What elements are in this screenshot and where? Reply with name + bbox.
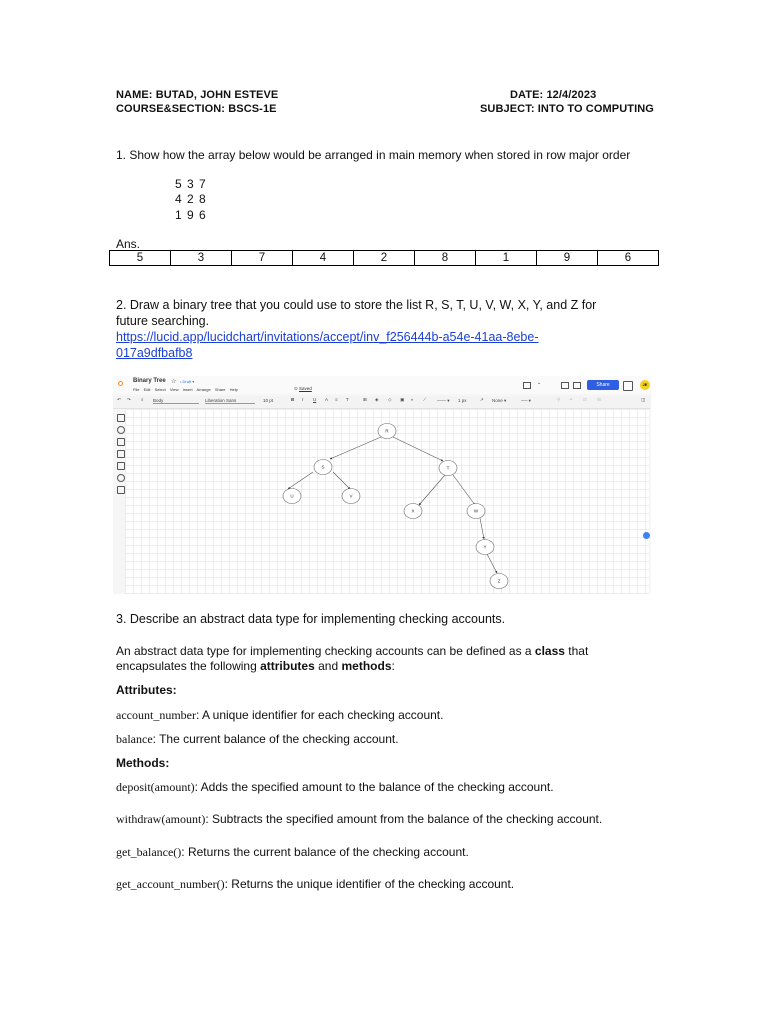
course-section: COURSE&SECTION: BSCS-1E [116,103,277,115]
edge-s-u [288,472,313,489]
font-value: Liberation Sans [205,398,237,403]
answer-label: Ans. [116,237,141,251]
menu-view[interactable]: View [169,387,179,392]
node-label: S [321,464,325,470]
node-label: Z [497,578,501,584]
saved-status: ⊙ Saved [294,386,312,391]
shape-options-icon[interactable]: ⊞ [363,397,367,402]
method-name: get_account_number() [116,877,225,891]
video-icon[interactable] [573,382,581,389]
method-desc: : Subtracts the specified amount from the balance of the checking account. [205,812,603,826]
methods-heading: Methods: [116,756,170,770]
method-item [116,812,602,827]
edge-y-z [487,554,497,573]
menu-help[interactable]: Help [229,387,238,392]
share-button-label: Share [596,382,610,388]
lucidchart-link[interactable]: https://lucid.app/lucidchart/invitations/accept/inv_f256444b-a54e-41aa-8ebe- [116,330,539,344]
line-width-select[interactable] [458,398,467,403]
method-desc: : Returns the unique identifier of the checking account. [224,877,515,891]
integrations-icon[interactable] [117,474,125,482]
star-icon[interactable]: ☆ [171,379,177,385]
fill-color-icon[interactable]: ◈ [375,397,379,402]
font-size-value: 10 pt [263,398,274,403]
extras-icon[interactable]: ⊡ [583,397,587,402]
waypoint-icon[interactable]: ⟋ [423,397,427,402]
help-bubble-icon[interactable] [643,532,650,539]
binary-tree-diagram [125,409,649,594]
array-cell: 2 [354,251,415,266]
tree-edges [288,437,497,573]
node-label: T [446,465,450,471]
underline-icon[interactable]: U [313,397,317,402]
attribute-desc: : The current balance of the checking account. [152,732,399,746]
arrow-value: None [492,398,503,403]
lucid-toolbar [113,396,651,409]
style-select[interactable] [153,398,199,404]
method-name: deposit(amount) [116,780,195,794]
style-value: Body [153,398,164,403]
node-label: R [385,428,389,434]
intro-bold-class: class [534,644,565,658]
lucidchart-screenshot [113,376,651,594]
answer-array-table [109,250,659,266]
edge-t-w [453,475,475,505]
draft-status[interactable]: • Draft ▾ [180,379,195,384]
align-icon[interactable]: ≡ [335,397,338,402]
extensions-icon[interactable] [117,486,125,494]
intro-text: that [564,644,589,658]
comment-icon[interactable] [523,382,531,389]
node-label: X [411,508,415,514]
array-cell: 1 [476,251,537,266]
diagram-canvas[interactable] [125,409,649,594]
arrow-end-select[interactable]: ── ▾ [521,398,531,403]
intro-text: : [391,659,395,673]
intro-text: An abstract data type for implementing checking accounts can be defined as a [116,644,535,658]
tree-nodes [283,424,508,589]
share-button[interactable] [587,380,619,390]
adt-intro-line-1 [116,644,588,658]
array-cell: 4 [293,251,354,266]
array-cell: 5 [110,251,171,266]
font-select[interactable] [205,398,255,404]
shapes-icon[interactable] [117,414,125,422]
matrix-row-3: 1 9 6 [175,208,207,222]
format-painter-icon[interactable]: ⌕ [141,397,144,402]
lock-icon[interactable]: ⚲ [557,397,561,402]
redo-icon[interactable]: ↷ [127,397,131,402]
text-color-icon[interactable]: A [325,397,329,402]
adt-intro-line-2 [116,659,395,673]
more-icon[interactable]: ⊟ [597,397,601,402]
intro-text: encapsulates the following [116,659,261,673]
date: DATE: 12/4/2023 [510,89,597,101]
question-3: 3. Describe an abstract data type for implementing checking accounts. [116,612,506,626]
node-label: Y [483,544,487,550]
question-2-line-1: 2. Draw a binary tree that you could use to store the list R, S, T, U, V, W, X, Y, and Z for [116,298,597,312]
image-icon[interactable]: ▣ [400,397,405,402]
method-desc: : Returns the current balance of the checking account. [181,845,469,859]
lucid-top-bar [113,376,651,394]
matrix-row-2: 4 2 8 [175,192,207,206]
line-color-icon[interactable]: ◇ [388,397,392,402]
menu-bar [133,387,238,392]
menu-arrange[interactable]: Arrange [196,387,211,392]
menu-insert[interactable]: Insert [182,387,193,392]
font-size-select[interactable] [263,398,273,403]
subject: SUBJECT: INTO TO COMPUTING [480,103,654,115]
effects-icon[interactable]: ◐ [411,397,414,402]
attribute-item [116,732,399,747]
edge-r-s [330,437,381,459]
image-library-icon[interactable] [117,450,125,458]
array-cell: 9 [537,251,598,266]
italic-icon[interactable]: I [302,397,304,402]
panel-toggle-icon[interactable]: ◫ [641,397,646,402]
arrow-select[interactable]: None ▾ [492,398,507,403]
undo-icon[interactable]: ↶ [117,397,121,402]
method-desc: : Adds the specified amount to the balance of the checking account. [194,780,554,794]
intro-bold-attributes: attributes [260,659,315,673]
method-name: withdraw(amount) [116,812,206,826]
intro-text: and [314,659,342,673]
method-name: get_balance() [116,845,182,859]
node-label: W [473,508,479,514]
menu-edit[interactable]: Edit [143,387,151,392]
edge-s-v [333,472,350,489]
method-item [116,845,469,860]
saved-label: Saved [299,386,312,391]
attribute-name: account_number [116,708,196,722]
lucid-logo-icon [118,381,123,386]
menu-share[interactable]: Share [214,387,226,392]
array-cell: 3 [171,251,232,266]
line-width-value: 1 px [458,398,467,403]
method-item [116,780,554,795]
menu-select[interactable]: Select [154,387,166,392]
line-style-select[interactable]: —— ▾ [437,398,450,403]
bold-icon[interactable]: B [291,397,295,402]
edge-w-y [480,518,484,539]
present-icon[interactable] [561,382,569,389]
attribute-item [116,708,443,723]
attribute-name: balance [116,732,153,746]
lucidchart-link-continued[interactable]: 017a9dfbafb8 [116,346,193,360]
doc-title[interactable]: Binary Tree [133,378,166,384]
intro-bold-methods: methods [341,659,392,673]
edge-t-x [419,475,445,505]
templates-icon[interactable] [117,426,125,434]
array-cell: 6 [598,251,659,266]
link-shape-icon[interactable]: ⚭ [569,397,573,402]
attribute-desc: : A unique identifier for each checking account. [195,708,444,722]
array-cell: 8 [415,251,476,266]
attributes-heading: Attributes: [116,683,177,697]
student-name: NAME: BUTAD, JOHN ESTEVE [116,89,279,101]
question-2-line-2: future searching. [116,314,210,328]
chevron-down-icon[interactable]: ⌄ [537,380,542,386]
connector-icon[interactable]: ↗ [480,397,484,402]
array-cell: 7 [232,251,293,266]
question-1: 1. Show how the array below would be arranged in main memory when stored in row major order [116,148,631,162]
data-icon[interactable] [117,462,125,470]
text-options-icon[interactable]: T [346,397,349,402]
matrix-row-1: 5 3 7 [175,177,207,191]
edge-r-t [393,437,443,461]
pages-icon[interactable] [117,438,125,446]
link-icon[interactable] [623,381,633,391]
menu-file[interactable]: File [133,387,140,392]
node-label: U [290,493,294,499]
answer-array-row [110,251,659,266]
avatar[interactable]: JE [640,380,650,390]
method-item [116,877,514,892]
node-label: V [349,493,353,499]
